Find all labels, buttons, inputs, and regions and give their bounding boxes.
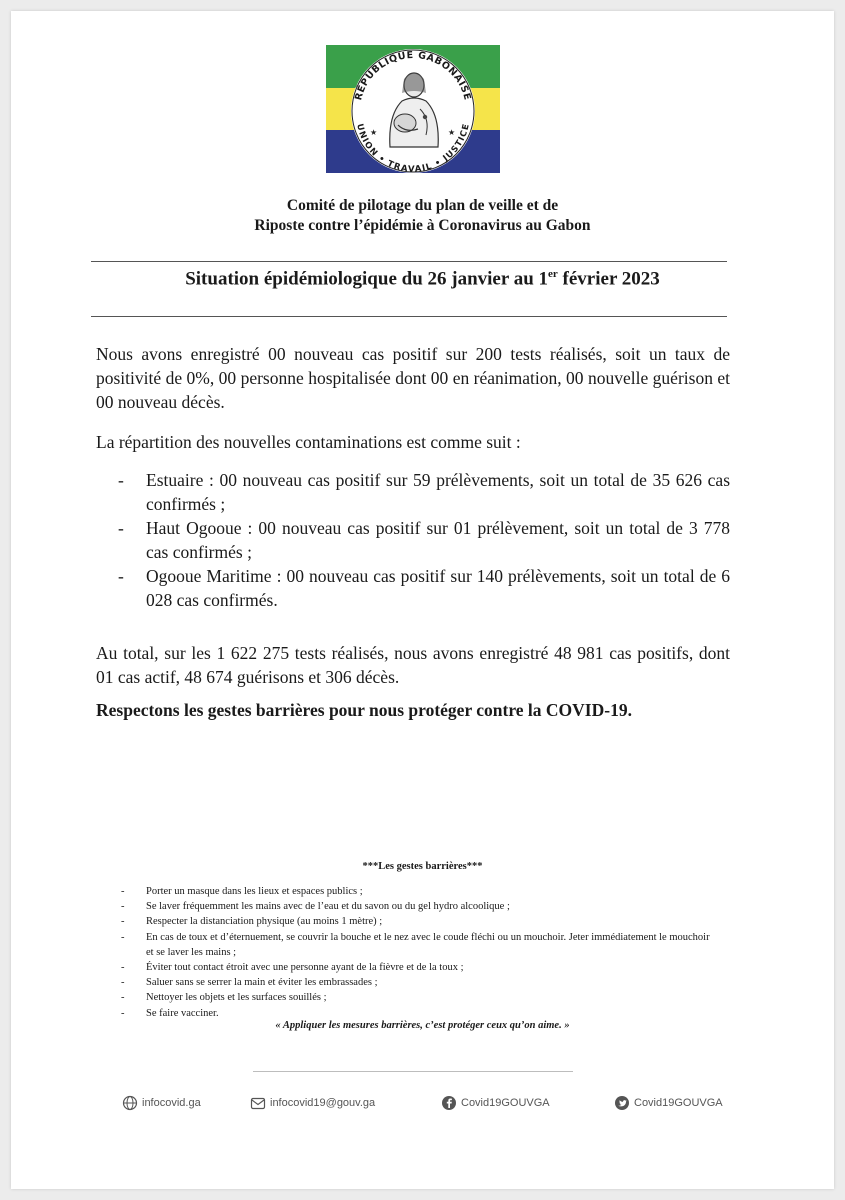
barrier-gestures-title: ***Les gestes barrières*** (362, 861, 483, 872)
seal-icon (326, 45, 500, 173)
list-item: - Se laver fréquemment les mains avec de l’eau et du savon ou du gel hydro alcoolique ; (121, 901, 510, 913)
total-paragraph: Au total, sur les 1 622 275 tests réalisés, nous avons enregistré 48 981 cas positifs, dont 01 cas actif, 48 674 guérisons et 306 décès. (96, 643, 730, 687)
barrier-quote: « Appliquer les mesures barrières, c’est protéger ceux qu’on aime. » (275, 1020, 570, 1031)
list-item: - Haut Ogooue : 00 nouveau cas positif sur 01 prélèvement, soit un total de 3 778 cas confirmés ; (118, 518, 730, 562)
footer-website[interactable] (122, 1095, 201, 1111)
distribution-intro: La répartition des nouvelles contaminations est comme suit : (96, 432, 521, 452)
title-divider (91, 316, 727, 317)
svg-text:★: ★ (370, 128, 378, 137)
footer-facebook[interactable] (441, 1095, 550, 1111)
list-item: - Se faire vacciner. (121, 1007, 219, 1019)
list-item: - Estuaire : 00 nouveau cas positif sur 59 prélèvements, soit un total de 35 626 cas confirmés ; (118, 470, 730, 514)
list-item: - Ogooue Maritime : 00 nouveau cas positif sur 140 prélèvements, soit un total de 6 028 cas confirmés. (118, 566, 730, 610)
svg-text:★: ★ (448, 128, 456, 137)
footer-twitter[interactable] (614, 1095, 723, 1111)
footer-facebook-text: Covid19GOUVGA (461, 1097, 550, 1109)
list-item: - Porter un masque dans les lieux et espaces publics ; (121, 886, 363, 897)
footer-website-text: infocovid.ga (142, 1097, 201, 1109)
report-title: Situation épidémiologique du 26 janvier au 1er février 2023 (185, 268, 660, 290)
svg-text:UNION • TRAVAIL • JUSTICE: UNION • TRAVAIL • JUSTICE (354, 122, 472, 173)
email-icon (250, 1095, 266, 1111)
footer-email[interactable] (250, 1095, 375, 1111)
footer-divider (253, 1071, 573, 1072)
list-item: - Respecter la distanciation physique (au moins 1 mètre) ; (121, 916, 383, 928)
list-item: - Saluer sans se serrer la main et éviter les embrassades ; (121, 977, 378, 989)
slogan: Respectons les gestes barrières pour nous protéger contre la COVID-19. (96, 700, 632, 720)
facebook-icon (441, 1095, 457, 1111)
svg-text:RÉPUBLIQUE GABONAISE: RÉPUBLIQUE GABONAISE (353, 49, 473, 102)
regions-list (96, 468, 730, 612)
list-item: - Nettoyer les objets et les surfaces souillés ; (121, 992, 327, 1004)
globe-icon (122, 1095, 138, 1111)
barrier-gestures-list (118, 884, 718, 1021)
footer-twitter-text: Covid19GOUVGA (634, 1097, 723, 1109)
gabon-emblem (326, 45, 500, 173)
footer-email-text: infocovid19@gouv.ga (270, 1097, 376, 1109)
committee-line-2: Riposte contre l’épidémie à Coronavirus au Gabon (254, 217, 591, 234)
top-divider (91, 261, 727, 262)
committee-line-1: Comité de pilotage du plan de veille et de (286, 197, 559, 214)
list-item: - En cas de toux et d’éternuement, se couvrir la bouche et le nez avec le coude fléchi ou un mouchoir. Jeter immédiatement le mouchoir et se laver les mains ; (121, 931, 710, 958)
summary-paragraph: Nous avons enregistré 00 nouveau cas positif sur 200 tests réalisés, soit un taux de positivité de 0%, 00 personne hospitalisée dont 00 en réanimation, 00 nouvelle guérison et 00 nouveau décès. (96, 344, 730, 412)
twitter-icon (614, 1095, 630, 1111)
list-item: - Éviter tout contact étroit avec une personne ayant de la fièvre et de la toux ; (121, 962, 464, 974)
